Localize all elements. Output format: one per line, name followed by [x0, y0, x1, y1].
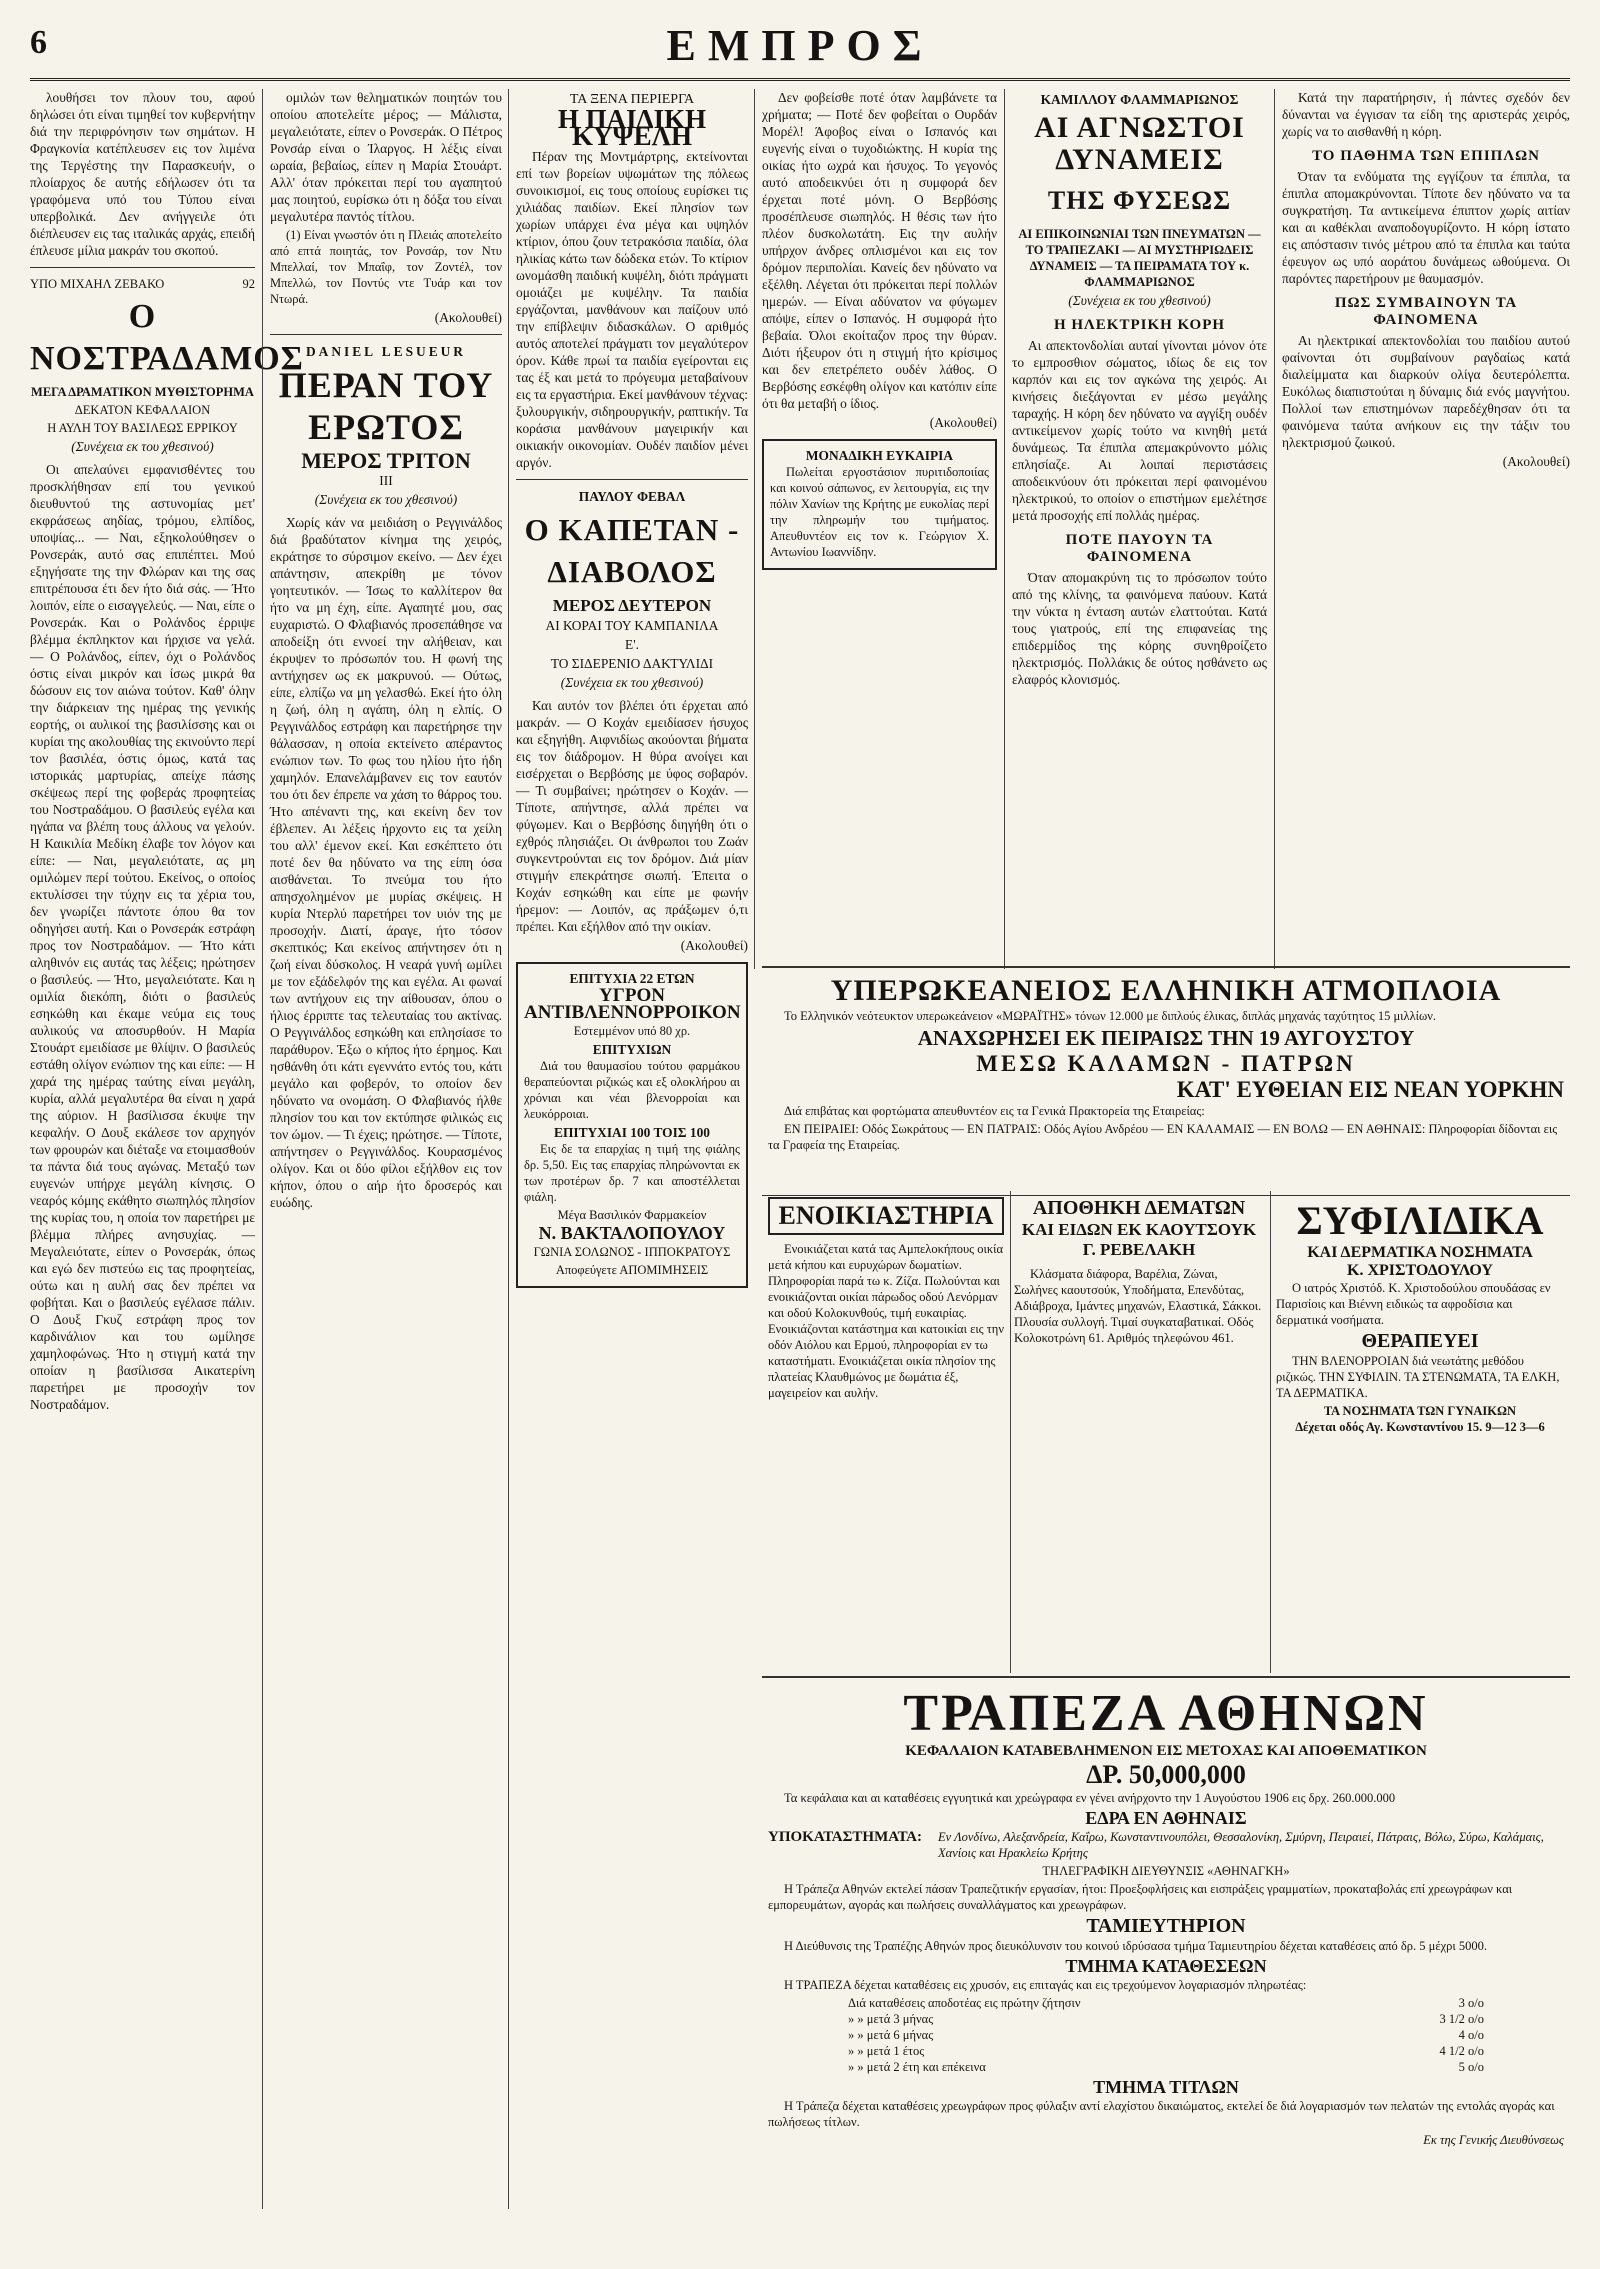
section-heading: ΤΟ ΠΑΘΗΜΑ ΤΩΝ ΕΠΙΠΛΩΝ [1312, 148, 1540, 164]
columns [30, 81, 1570, 2211]
article-body: Όταν τα ενδύματα της εγγίζουν τα έπιπλα, τα έπιπλα απομακρύνονται. Τίποτε δεν ηδύνατο να τα συγκρατήση. Τα αντικείμενα έπιπτον χωρίς αιτίαν και αι καθέκλαι αναποδογυρίζοντο. Η κόρη ίστατο εις απόστασιν τινός μέτρου από τα έπιπλα και ταύτα έφευγον ως υπό αοράτου δυνάμεως ωθούμενα. Οι παρόντες παρετήρουν με θαυμασμόν. [1282, 169, 1570, 286]
serial-body: Και αυτόν τον βλέπει ότι έρχεται από μακράν. — Ο Κοχάν εμειδίασεν ήσυχος και εξηγήθη. Αιφνιδίως ακούονται βήματα εις τον διάδρομον. Η θύρα ανοίγει και εισέρχεται ο Βερβόσης με ύφος σοβαρόν. — Τι συμβαίνει; ηρώτησεν ο Κοχάν. — Τίποτε, απήντησε, αλλά πρέπει να φύγωμεν. Και ο Βερβόσης διηγήθη ότι ο εχθρός πλησιάζει. Οι άνθρωποι του Ζωάν συγκεντρούνται εις τον δρόμον. Διά μίαν στιγμήν επεκράτησε σιωπή. Έπειτα ο Κοχάν εσηκώθη και είπε με φωνήν ήρεμον: — Λοιπόν, ας πράξωμεν ό,τι πρέπει. Και εξήλθον από την οικίαν. [516, 698, 748, 934]
serial-title: ΠΕΡΑΝ ΤΟΥ ΕΡΩΤΟΣ [278, 365, 494, 447]
column-rule [262, 89, 263, 2209]
deposits-title: ΤΜΗΜΑ ΚΑΤΑΘΕΣΕΩΝ [1065, 1956, 1267, 1976]
article-title-2: ΤΗΣ ΦΥΣΕΩΣ [1047, 186, 1232, 215]
deposit-term: » » μετά 3 μήνας [848, 2012, 934, 2026]
pharmacy-address: ΓΩΝΙΑ ΣΟΛΩΝΟΣ - ΙΠΠΟΚΡΑΤΟΥΣ [533, 1245, 731, 1259]
doctor-therap: ΘΕΡΑΠΕΥΕΙ [1361, 1330, 1479, 1352]
deposit-term: » » μετά 6 μήνας [848, 2028, 934, 2042]
shipping-ad [762, 966, 1570, 1196]
serial-text: Δεν φοβείσθε ποτέ όταν λαμβάνετε τα χρήματα; — Ποτέ δεν φοβείται ο Ουρδάν Μορέλ! Άφοβος είναι ο Ισπανός και ευγενής είναι ο τυχοδιώκτης. Η κυρία της οικίας ήτο ωχρά και ήσυχος. Το γεγονός αυτό αποδεικνύει ότι η συμφορά δεν έρχεται ποτέ μόνη. Ο Βερβόσης προσέπλευσε σιωπηλός. Η θέσις των ήτο πλέον δυσκολωτάτη. Εις την αυλήν υπήρχον άνδρες οπλισμένοι και εις τον δρόμον περιπολίαι. Κανείς δεν ηδύνατο να εξέλθη. Λέγεται ότι πρόκειται περί πολλών ημερών. — Είναι αδύνατον να φύγωμεν απόψε, είπεν ο Ισπανός. Η συμφορά ήτο βεβαία. Όλοι εκοίταζον προς την θύραν. Διότι ήξευρον ότι η στιγμή ήτο κρίσιμος και δεν επετρέπετο ουδέν λάθος. Ο Βερβόσης εσκέφθη ολίγον και κατόπιν είπε ότι θα μεταβή ο ίδιος. [762, 90, 997, 411]
feuilleton-header [30, 276, 255, 292]
titles-title: ΤΜΗΜΑ ΤΙΤΛΩΝ [1093, 2077, 1239, 2097]
shipping-title: ΥΠΕΡΩΚΕΑΝΕΙΟΣ ΕΛΛΗΝΙΚΗ ΑΤΜΟΠΛΟΙΑ [830, 974, 1502, 1007]
deposit-term: » » μετά 2 έτη και επέκεινα [848, 2060, 986, 2074]
divider [30, 267, 255, 268]
column-4 [762, 89, 997, 959]
serial-author: ΠΑΥΛΟΥ ΦΕΒΑΛ [578, 489, 686, 504]
bank-branches-row [768, 1829, 1564, 1861]
bank-signature: Εκ της Γενικής Διευθύνσεως [1423, 2133, 1564, 2147]
serial-subtitle: ΜΕΓΑ ΔΡΑΜΑΤΙΚΟΝ ΜΥΘΙΣΤΟΡΗΜΑ [31, 385, 254, 399]
follows-note: (Ακολουθεί) [434, 310, 502, 325]
bank-capital: ΚΕΦΑΛΑΙΟΝ ΚΑΤΑΒΕΒΛΗΜΕΝΟΝ ΕΙΣ ΜΕΤΟΧΑΣ ΚΑΙ ΑΠΟΘΕΜΑΤΙΚΟΝ [905, 1743, 1427, 1759]
opportunity-ad [762, 439, 997, 570]
doctor-hours: Δέχεται οδός Αγ. Κωνσταντίνου 15. 9—12 3—6 [1295, 1420, 1545, 1434]
bank-branches-label: ΥΠΟΚΑΤΑΣΤΗΜΑΤΑ: [768, 1829, 922, 1845]
part-label: ΜΕΡΟΣ ΤΡΙΤΟΝ [301, 448, 471, 473]
continued-note: (Συνέχεια εκ του χθεσινού) [314, 492, 458, 507]
newspaper-title: ΕΜΠΡΟΣ [666, 21, 934, 70]
continued-note: (Συνέχεια εκ του χθεσινού) [1068, 293, 1211, 308]
column-1 [30, 89, 304, 2214]
doctor-ad-title: ΣΥΦΙΛΙΔΙΚΑ [1296, 1198, 1544, 1243]
bank-ad [762, 1676, 1570, 2215]
deposit-term: Διά καταθέσεις αποδοτέας εις πρώτην ζήτησιν [848, 1996, 1081, 2010]
masthead [30, 18, 1570, 81]
follows-note: (Ακολουθεί) [929, 415, 997, 430]
follows-note: (Ακολουθεί) [1502, 454, 1570, 469]
feuilleton-number: 92 [242, 277, 255, 291]
store-title: ΑΠΟΘΗΚΗ ΔΕΜΑΤΩΝ [1032, 1197, 1246, 1219]
deposit-rate: 4 ο/ο [1458, 2028, 1484, 2042]
follows-note: (Ακολουθεί) [680, 938, 748, 953]
column-rule [754, 89, 755, 969]
agents-note: Διά επιβάτας και φορτώματα απευθυντέον εις τα Γενικά Πρακτορεία της Εταιρείας: [784, 1104, 1205, 1118]
rubber-store-ad [1008, 1191, 1271, 1673]
section-label: ΤΑ ΞΕΝΑ ΠΕΡΙΕΡΓΑ [569, 92, 695, 107]
deposit-rate: 5 ο/ο [1458, 2060, 1484, 2074]
bank-branches: Εν Λονδίνω, Αλεξανδρεία, Καΐρω, Κωνσταντινουπόλει, Θεσσαλονίκη, Σμύρνη, Πειραιεί, Πάτραις, Βόλω, Σύρω, Καλάμαις, Χανίοις και Ηρακλείω Κρήτης [938, 1830, 1544, 1860]
section-heading: ΠΟΤΕ ΠΑΥΟΥΝ ΤΑ ΦΑΙΝΟΜΕΝΑ [1065, 532, 1214, 565]
ad-line: Εστεμμένον υπό 80 χρ. [573, 1024, 691, 1038]
ship-description: Το Ελληνικόν νεότευκτον υπερωκεάνειον «ΜΩΡΑΪΤΗΣ» τόνων 12.000 με διπλούς έλικας, διπλάς μηχανάς ταχύτητος 15 μιλλίων. [784, 1009, 1437, 1023]
store-owner: Γ. ΡΕΒΕΛΑΚΗ [1082, 1240, 1196, 1259]
column-rule [1274, 89, 1275, 969]
deposit-rate: 4 1/2 ο/ο [1439, 2044, 1484, 2058]
bank-text: Η Τράπεζα Αθηνών εκτελεί πάσαν Τραπεζιτικήν εργασίαν, ήτοι: Προεξοφλήσεις και εισπράξεις γραμματίων, προκαταβολάς επί χρεωγράφων και εμπορευμάτων, αγοράς και πωλήσεις συναλλάγματος και χρεωγράφων. [768, 1882, 1513, 1912]
chapter-label: ΔΕΚΑΤΟΝ ΚΕΦΑΛΑΙΟΝ [74, 403, 211, 417]
continued-note: (Συνέχεια εκ του χθεσινού) [71, 439, 214, 454]
article-text: λουθήσει τον πλουν του, αφού δηλώσει ότι είναι τιμηθεί τον κυβερνήτην διά την περιφρόνησιν των σημάτων. Η Φραγκονία κατέπλευσεν εις τον λιμένα της Τεργέστης την Παρασκευήν, ο πλοίαρχος δε αυτής εδήλωσεν ότι τα γραφόμενα υπό του Τύπου είναι υπερβολικά. Δεν ανήγγειλε ότι διέπλευσεν εις τας ιταλικάς αρχάς, επειδή έπλευσε μίλια μακράν του σκοπού. [30, 90, 255, 258]
route-via: ΜΕΣΩ ΚΑΛΑΜΩΝ - ΠΑΤΡΩΝ [976, 1051, 1356, 1076]
route-dest: ΚΑΤ' ΕΥΘΕΙΑΝ ΕΙΣ ΝΕΑΝ ΥΟΡΚΗΝ [1176, 1077, 1564, 1102]
ad-text: Διά του θαυμασίου τούτου φαρμάκου θεραπεύονται ριζικώς και εξ ολοκλήρου αι χρόνιαι και νέαι βλενορροίαι και λευκόρροιαι. [524, 1059, 740, 1121]
ad-heading: ΕΠΙΤΥΧΙΑ 22 ΕΤΩΝ [569, 971, 695, 986]
store-title-2: ΚΑΙ ΕΙΔΩΝ ΕΚ ΚΑΟΥΤΣΟΥΚ [1021, 1220, 1257, 1239]
deposit-term: » » μετά 1 έτος [848, 2044, 925, 2058]
continued-note: (Συνέχεια εκ του χθεσινού) [560, 675, 704, 690]
chapter-title: Η ΑΥΛΗ ΤΟΥ ΒΑΣΙΛΕΩΣ ΕΡΡΙΚΟΥ [47, 421, 238, 435]
bank-deposits: Τα κεφάλαια και αι καταθέσεις εγγυητικά και χρεώγραφα εν γένει ανήρχοντο την 1 Αυγούστου 1906 εις δρχ. 260.000.000 [784, 1791, 1396, 1805]
article-subtitle: ΑΙ ΕΠΙΚΟΙΝΩΝΙΑΙ ΤΩΝ ΠΝΕΥΜΑΤΩΝ — ΤΟ ΤΡΑΠΕΖΑΚΙ — ΑΙ ΜΥΣΤΗΡΙΩΔΕΙΣ ΔΥΝΑΜΕΙΣ — ΤΑ ΠΕΙΡΑΜΑΤΑ ΤΟΥ κ. ΦΛΑΜΜΑΡΙΩΝΟΣ [1018, 227, 1261, 289]
column-3 [516, 89, 748, 2214]
agents-list: ΕΝ ΠΕΙΡΑΙΕΙ: Οδός Σωκράτους — ΕΝ ΠΑΤΡΑΙΣ: Οδός Αγίου Ανδρέου — ΕΝ ΚΑΛΑΜΑΙΣ — ΕΝ ΒΟΛΩ — ΕΝ ΑΘΗΝΑΙΣ: Πληροφορίαι δίδονται εις τα Γραφεία της Εταιρείας. [768, 1122, 1558, 1152]
ad-line: ΕΠΙΤΥΧΙΩΝ [592, 1042, 672, 1057]
doctor-text: Ο ιατρός Χριστόδ. Κ. Χριστοδούλου σπουδάσας εν Παρισίοις και Βιέννη ειδικώς τα αφροδίσια και δερματικά νοσήματα. [1276, 1281, 1551, 1327]
rentals-text: Ενοικιάζεται κατά τας Αμπελοκήπους οικία μετά κήπου και ευρυχώρων δωματίων. Πληροφορίαι παρά τω κ. Ζίζα. Πωλούνται και ενοικιάζονται οικίαι πάρωδος οδού Λενόρμαν και οδού Κολοκυνθούς, τιμή ευκαιρίας. Ενοικιάζονται κατάστημα και κατοικίαι εις την οδόν Αιόλου και Ερμού, πληροφορίαι εν τω καταστήματι. Ενοικιάζεται οικία πλησίον της πλατείας Κλαυθμώνος με δωμάτια έξ, μαγειρείον και αυλήν. [768, 1242, 1004, 1400]
column-rule [508, 89, 509, 2209]
article-body: Όταν απομακρύνη τις το πρόσωπον τούτο από της κλίνης, τα φαινόμενα παύουν. Κατά την νύκτα η ένταση αυτών ελαττούται. Κατά τους γιατρούς, επί της επιφανείας της επιδερμίδος της κόρης συνηθροίζετο ηλεκτρισμός. Πολλάκις δε ούτος ησθάνετο ως ελαφρός κλονισμός. [1012, 570, 1267, 687]
doctor-ad-sub: ΚΑΙ ΔΕΡΜΑΤΙΚΑ ΝΟΣΗΜΑΤΑ [1307, 1244, 1533, 1261]
serial-body: Χωρίς κάν να μειδιάση ο Ρεγγινάλδος διά βραδύτατον κίνημα της χειρός, εκράτησε το σύρσιμον εκείνο. — Δεν έχει απάντησιν, απεκρίθη με τόνον γοητευτικόν. — Ίσως το καλλίτερον θα ήτο να μη έχη, είπε. Αγαπητέ μου, σας ευχαριστώ. Ο Φλαβιανός προσεπάθησε να αποδείξη ότι εννοεί την αλήθειαν, και έκρυψεν το πρόσωπόν του. Η φωνή της αντήχησεν ως εκ μακρυνού. — Ούτως, είπε, ελπίζω να μη γελασθώ. Εκεί ήτο όλη η ζωή, όλη η αγάπη, όλη η ελπίς. Ο Ρεγγινάλδος εστράφη και παρετήρησε την θάλασσαν, η οποία εκτείνετο απέραντος ενώπιον των. Το φως του ηλίου ήτο ήδη χαμηλόν. Επανελάμβανεν εις τον εαυτόν του ότι δεν έπρεπε να χάση το θάρρος του. Ήτο απέναντι της, και εκείνη δεν τον έβλεπεν. Αι λέξεις ήρχοντο εις τα χείλη του αλλ' έμενον εκεί. Και εσκέπτετο ότι ποτέ δεν θα ηδύνατο να της είπη όσα αισθάνεται. Το πνεύμα του ήτο απησχολημένον με μυρίας σκέψεις. Η κυρία Ντερλύ παρετήρει τον υιόν της με προσοχήν. Διατί, άραγε, ήτο τόσον σκεπτικός; Και εκείνος απήντησεν ότι η ζωή είναι δύσκολος. Η νεαρά γυνή ωμίλει με τον εξάδελφόν της και εγέλα. Αι φωναί των αντήχουν εις την αίθουσαν, όπου ο ήλιος έρριπτε τας τελευταίας του ακτίνας. Ο Ρεγγινάλδος εσηκώθη και επλησίασε το παράθυρον. Έξω ο κήπος ήτο έρημος. Και ησθάνθη ότι κάτι εγεννάτο εντός του, κάτι μεγάλο και φοβερόν, το οποίον δεν ηδύνατο να ονομάση. Ο Φλαβιανός ήλθε πλησίον του και τον εκτύπησε φιλικώς εις τον ώμον. — Τι έχεις; ηρώτησε. — Τίποτε, απήντησεν ο Ρεγγινάλδος. Κουρασμένος ολίγον. Και οι δύο φίλοι εξήλθον εις τον κήπον, όπου ο αήρ ήτο δροσερός και ευώδης. [270, 515, 502, 1210]
doctor-women: ΤΑ ΝΟΣΗΜΑΤΑ ΤΩΝ ΓΥΝΑΙΚΩΝ [1323, 1404, 1517, 1418]
rentals-title: ΕΝΟΙΚΙΑΣΤΗΡΙΑ [768, 1197, 1004, 1235]
ad-text: Πωλείται εργοστάσιον πυριτιδοποιίας και κοινού σάπωνος, εν λειτουργία, εις την πόλιν Χανίων της Κρήτης με ευκολίας περί την πληρωμήν του τιμήματος. Απευθυντέον εις τον κ. Γεώργιον Χ. Αντωνίου Ιωαννίδην. [770, 465, 989, 559]
deposit-rate: 3 ο/ο [1458, 1996, 1484, 2010]
deposit-rate-row [768, 1995, 1564, 2011]
article-body: Πέραν της Μοντμάρτρης, εκτείνονται επί των βορείων υψωμάτων της πόλεως συνοικισμοί, εις τους οποίους ευρίσκει τις χιλιάδας παιδίων. Εκεί πλησίον των χωρίων υπάρχει ένα μέγα και υψηλόν κτίριον, όπου ζουν τετρακόσια παιδία, όλα ηλικίας κάτω των δώδεκα ετών. Το κτίριον ωνομάσθη παιδική κυψέλη, διότι πράγματι ομοιάζει με κυψέλην. Τα παιδία εργάζονται, μανθάνουν και παίζουν υπό την επίβλεψιν διδασκάλων. Ο αριθμός αυτός αποτελεί πράγματι τον μεγαλύτερον όρον. Κάθε πρωί τα παιδία εγείρονται εις τας έξ και μετά το πρόγευμα μεταβαίνουν εις τα εργαστήρια. Εκεί μανθάνουν τέχνας: ξυλουργικήν, σιδηρουργικήν, ραπτικήν. Τα κοράσια μανθάνουν μαγειρικήν και οικιακήν οικονομίαν. Ουδέν παιδίον μένει αργόν. [516, 149, 748, 470]
article-body: Αι ηλεκτρικαί απεκτονδολίαι του παιδίου αυτού φαίνονται ότι συμβαίνουν ραγδαίως κατά διαλείμματα και διαρκούν ολίγα δευτερόλεπτα. Ευκόλως διαπιστούται η δύναμις διά ενός μαγνήτου. Πολλοί των επιστημόνων παρεδέχθησαν ότι τα φαινόμενα ταύτα ανήκουν εις την τάξιν του ηλεκτρισμού ζωικού. [1282, 333, 1570, 450]
ad-text: Εις δε τα επαρχίας η τιμή της φιάλης δρ. 5,50. Εις τας επαρχίας πληρώνονται εκ των προτέρων δρ. 7 και αποστέλλεται φιάλη. [524, 1142, 740, 1204]
divider [516, 479, 748, 480]
medicine-ad [516, 962, 748, 1288]
column-5 [1012, 89, 1267, 959]
deposit-rate-row [768, 2011, 1564, 2027]
serial-body: Οι απελαύνει εμφανισθέντες του προσκλήθησαν επί του γενικού διευθυντού της αστυνομίας μετ' εκφράσεως αηδίας, τρόμου, ελπίδος, υποψίας... — Ναι, εξηκολούθησεν ο Ρονσεράκ, αυτό σας επιπέπτει. Μού εξηγήσατε της την Φλώραν και της σας επιτρέπουσα έτι δεν ήτο διά σάς. — Ήτο λοιπόν, είπε ο εισαγγελεύς. — Ναι, είπε ο Ρονσεράκ. Και ο Ρολάνδος έρριψε βλέμμα έκπληκτον και ήρχισε να γελά. — Ο Ρολάνδος, είπεν, όχι ο Ρολάνδος όστις είναι μικρόν και ίσως μικρά θα δώσουν εις τον αιώνα τούτον. Καθ' όλην την διάρκειαν της ημέρας της γενικής εορτής, οι αυλικοί της βασιλίσσης και οι κυρίαι της ακολουθίας της εκινούντο περί τον βασιλέα, όστις όμως, κατά τας ιστορικάς μαρτυρίας, απείχε πάσης σκέψεως περί της φοβεράς προφητείας του Νοστραδάμου. Ο βασιλεύς εγέλα και ηγάπα να βλέπη τους άλλους να γελούν. Η Καικιλία Μεδίκη έλαβε τον λόγον και είπε: — Ναι, μεγαλειότατε, ας μη ομιλώμεν περί τούτου. Εκείνος, ο οποίος εκτυλίσσει την τύχην εις τα χέρια του, δεν γνωρίζει πάντοτε όπου θα τον οδηγήσει αυτή. Και ο Ρονσεράκ εστράφη προς τον Νοστραδάμον. — Ήτο κάτι αληθινόν εις αυτάς τας λέξεις; ηρώτησεν ο βασιλεύς. — Ήτο, μεγαλειότατε. Και η ομιλία διεκόπη, διότι ο βασιλεύς εσηκώθη και έκαμε νεύμα εις τους αυλικούς να αποσυρθούν. Η Μαρία Στουάρτ εμειδίασε με θλίψιν. Ο βασιλεύς εστάθη ολίγον ενώπιον της και είπε: — Η χαρά της ημέρας ταύτης είναι μεγάλη, κυρία, αλλά μεγαλυτέρα θα είναι η χαρά της αύριον. Η βασίλισσα έκυψε την κεφαλήν. Ο Δουξ εκάλεσε τον αρχηγόν των φρουρών και διέταξε να ετοιμασθούν τα πάντα διά τους αγώνας. Μεταξύ των ευγενών υπήρχε μεγάλη κίνησις. Ο νεαρός κόμης εκάθητο σιωπηλός πλησίον της κυρίας του, η οποία τον παρετήρει με βλέμμα πλήρες ανησυχίας. — Μεγαλειότατε, είπεν ο Ρονσεράκ, όπως και εγώ δεν πιστεύω εις τας προφητείας, ούτω και η αυλή σας δεν πρέπει να φοβήται. Και ο βασιλεύς εγέλασε πάλιν. Ο Δουξ Γκυζ εστράφη προς τον καρδινάλιον και του ωμίλησε χαμηλοφώνως. Ήτο η στιγμή κατά την οποίαν η βασίλισσα Αικατερίνη παρετήρει με προσοχήν τον Νοστραδάμον. [30, 462, 255, 1412]
column-2 [270, 89, 502, 2214]
serial-title: Ο ΝΟΣΤΡΑΔΑΜΟΣ [30, 298, 304, 377]
titles-text: Η Τράπεζα δέχεται καταθέσεις χρεωγράφων προς φύλαξιν αντί ελαχίστου δικαιώματος, εκτελεί δε διά λογαριασμόν των πελατών της εντολάς αγοράς και πωλήσεως τίτλων. [768, 2099, 1555, 2129]
page-number: 6 [30, 24, 47, 61]
section-heading: Η ΗΛΕΚΤΡΙΚΗ ΚΟΡΗ [1053, 317, 1226, 333]
product-name: ΥΓΡΟΝ ΑΝΤΙΒΛΕΝΝΟΡΡΟΙΚΟΝ [524, 985, 741, 1023]
feuilleton-author: ΥΠΟ ΜΙΧΑΗΛ ΖΕΒΑΚΟ [30, 277, 165, 291]
deposits-text: Η ΤΡΑΠΕΖΑ δέχεται καταθέσεις εις χρυσόν, εις επιταγάς και εις τρεχούμενον λογαριασμόν πληρωτέας: [784, 1978, 1307, 1992]
deposit-rate: 3 1/2 ο/ο [1439, 2012, 1484, 2026]
divider [270, 334, 502, 335]
article-body: Κατά την παρατήρησιν, ή πάντες σχεδόν δεν δύνανται να έγγισαν τα είδη της αριστεράς χειρός, χωρίς να το αισθανθή η κόρη. [1282, 90, 1570, 139]
chapter-subtitle: ΤΟ ΣΙΔΕΡΕΝΙΟ ΔΑΚΤΥΛΙΔΙ [550, 656, 714, 671]
deposit-rate-row [768, 2027, 1564, 2043]
bank-title: ΤΡΑΠΕΖΑ ΑΘΗΝΩΝ [903, 1685, 1429, 1742]
section-heading: ΠΩΣ ΣΥΜΒΑΙΝΟΥΝ ΤΑ ΦΑΙΝΟΜΕΝΑ [1334, 295, 1518, 328]
doctor-ad [1270, 1191, 1570, 1673]
deposit-rate-row [768, 2043, 1564, 2059]
newspaper-page [30, 18, 1570, 2218]
savings-text: Η Διεύθυνσις της Τραπέζης Αθηνών προς διευκόλυνσιν του κοινού ιδρύσασα τμήμα Ταμιευτηρίου δέχεται καταθέσεις από δρ. 5 μέχρι 5000. [784, 1939, 1487, 1953]
doctor-text-2: ΤΗΝ ΒΛΕΝΟΡΡΟΙΑΝ διά νεωτάτης μεθόδου ριζικώς. ΤΗΝ ΣΥΦΙΛΙΝ. ΤΑ ΣΤΕΝΩΜΑΤΑ, ΤΑ ΕΛΚΗ, ΤΑ ΔΕΡΜΑΤΙΚΑ. [1276, 1354, 1560, 1400]
deposit-rates [768, 1995, 1564, 2075]
ad-heading: ΜΟΝΑΔΙΚΗ ΕΥΚΑΙΡΙΑ [805, 448, 954, 463]
savings-title: ΤΑΜΙΕΥΤΗΡΙΟΝ [1086, 1915, 1246, 1937]
serial-title: Ο ΚΑΠΕΤΑΝ - ΔΙΑΒΟΛΟΣ [524, 512, 740, 589]
article-title: Η ΠΑΙΔΙΚΗ ΚΥΨΕΛΗ [557, 104, 707, 151]
bank-amount: ΔΡ. 50,000,000 [1086, 1760, 1246, 1789]
footnote: (1) Είναι γνωστόν ότι η Πλειάς αποτελείτο από επτά ποιητάς, τον Ρονσάρ, τον Ντυ Μπελλαί, τον Μπαΐφ, τον Ζοντέλ, τον Μπελλώ, τον Ποντύς ντε Τυάρ και τον Ντωρά. [270, 228, 502, 306]
pharmacy-owner: Ν. ΒΑΚΤΑΛΟΠΟΥΛΟΥ [538, 1223, 726, 1243]
doctor-name: Κ. ΧΡΙΣΤΟΔΟΥΛΟΥ [1347, 1262, 1493, 1279]
serial-text: ομιλών των θεληματικών ποιητών του οποίου αποτελείτε μέρος; — Μάλιστα, μεγαλειότατε, είπεν ο Ρονσεράκ. Ο Πέτρος Ρονσάρ είναι ο Ίλαργος. Η λέξις είναι ωραία, βεβαίως, είπεν η Μαρία Στουάρτ. Αλλ' όταν πρόκειται περί του αγαπητού μας ποιητού, ευρίσκω ότι η δόξα του είναι μεγαλυτέρα παντός τίτλου. [270, 90, 502, 224]
column-6 [1282, 89, 1570, 959]
article-title: ΑΙ ΑΓΝΩΣΤΟΙ ΔΥΝΑΜΕΙΣ [1034, 111, 1245, 176]
chapter-number: Ε'. [625, 637, 639, 652]
article-body: Αι απεκτονδολίαι αυταί γίνονται μόνον ότε το εμπροσθιον σώματος, ιδίως δε εις τον καρπόν και εις τον αγκώνα της χειρός. Αι κινήσεις διεξάγονται εν μέσω μεγάλης ταραχής. Η κόρη δεν ηδύνατο να αγγίξη ουδέν αντικείμενον χωρίς τούτο να κινηθή μετά δυνάμεως. Τα έπιπλα απεμακρύνοντο μόλις επλησίαζε. Αι λοιπαί περιστάσεις αποδεικνύουν ότι πρόκειται περί φαινομένου ηλεκτρικού, το οποίον ο επιστήμων εμελέτησε μετά προσοχής επί πολλάς ημέρας. [1012, 338, 1267, 523]
ad-claim: ΕΠΙΤΥΧΙΑΙ 100 ΤΟΙΣ 100 [554, 1125, 710, 1140]
ad-warning: Αποφεύγετε ΑΠΟΜΙΜΗΣΕΙΣ [555, 1263, 709, 1277]
bank-telegraph: ΤΗΛΕΓΡΑΦΙΚΗ ΔΙΕΥΘΥΝΣΙΣ «ΑΘΗΝΑΓΚΗ» [1042, 1864, 1290, 1878]
pharmacy-name: Μέγα Βασιλικόν Φαρμακείον [557, 1208, 707, 1222]
deposit-rate-row [768, 2059, 1564, 2075]
chapter-label: ΙΙΙ [379, 473, 393, 488]
author-label: ΚΑΜΙΛΛΟΥ ΦΛΑΜΜΑΡΙΩΝΟΣ [1040, 92, 1239, 107]
bank-seat: ΕΔΡΑ ΕΝ ΑΘΗΝΑΙΣ [1085, 1808, 1247, 1828]
departure: ΑΝΑΧΩΡΗΣΕΙ ΕΚ ΠΕΙΡΑΙΩΣ ΤΗΝ 19 ΑΥΓΟΥΣΤΟΥ [917, 1026, 1415, 1050]
chapter-title: ΑΙ ΚΟΡΑΙ ΤΟΥ ΚΑΜΠΑΝΙΛΑ [545, 618, 719, 633]
author-name: DANIEL LESUEUR [306, 344, 466, 359]
store-text: Κλάσματα διάφορα, Βαρέλια, Ζώναι, Σωλήνες καουτσούκ, Υποδήματα, Επενδύτας, Αδιάβροχα, Ιμάντες μηχανών, Ελαστικά, Σάκκοι. Πλουσία συλλογή. Τιμαί συγκαταβατικαί. Οδός Κολοκοτρώνη 61. Αριθμός τηλεφώνου 461. [1014, 1267, 1262, 1345]
column-rule [1004, 89, 1005, 969]
rentals-section [762, 1191, 1011, 1673]
part-label: ΜΕΡΟΣ ΔΕΥΤΕΡΟΝ [552, 596, 712, 615]
